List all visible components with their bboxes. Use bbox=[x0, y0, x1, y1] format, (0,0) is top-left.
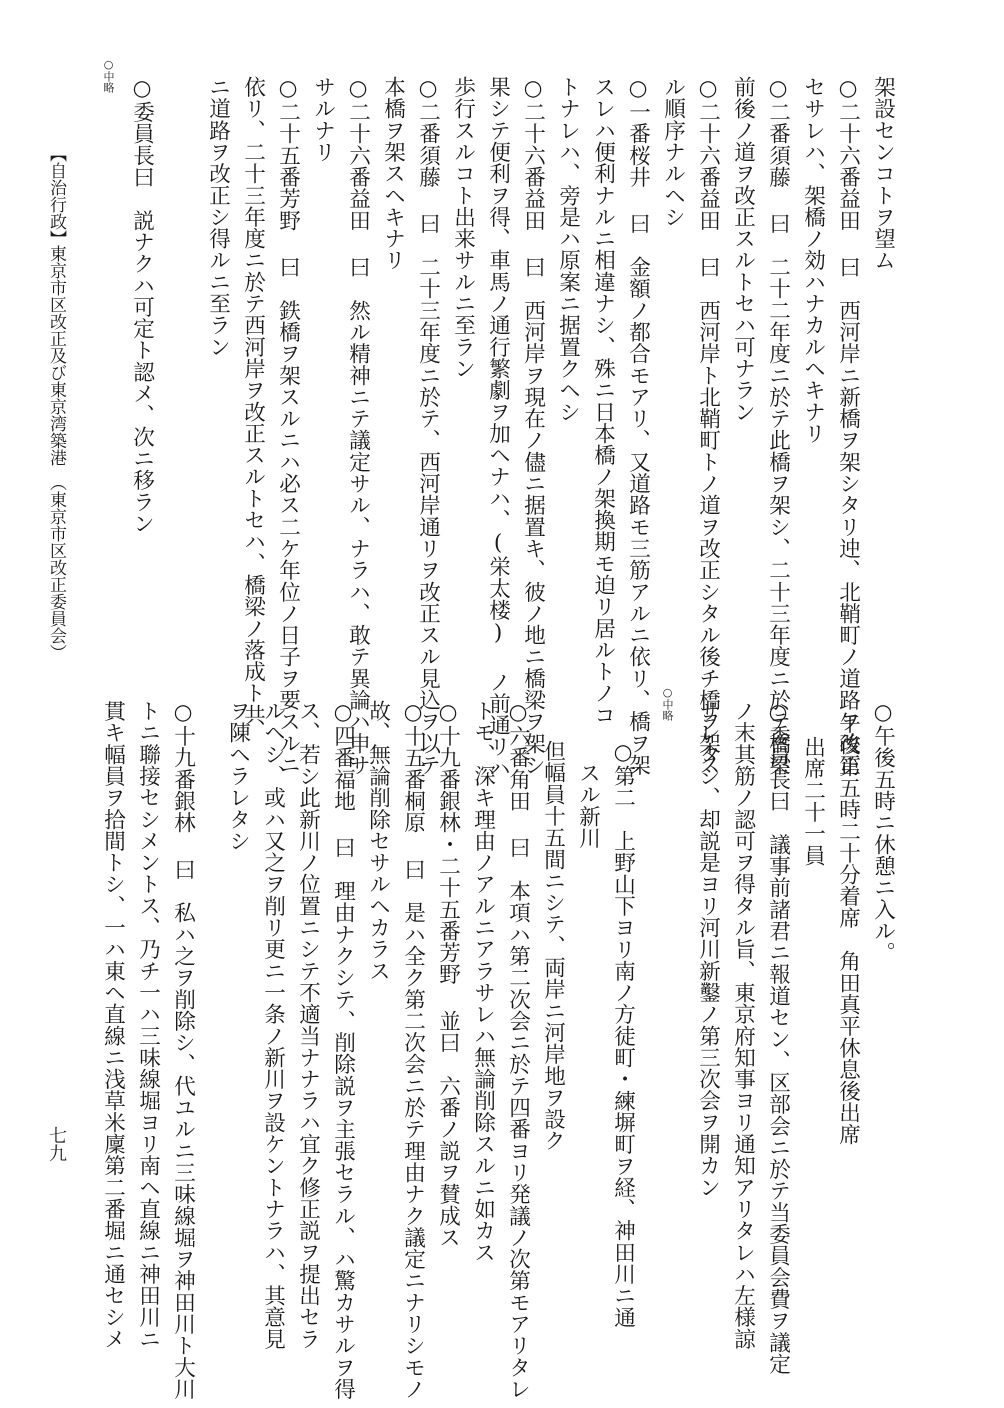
lower2-column-6: ○十九番銀林・二十五番芳野 並曰 六番ノ説ヲ賛成ス bbox=[435, 700, 461, 1249]
upper-column-21: ○委員長曰 説ナクハ可定ト認メ、次ニ移ラン bbox=[129, 76, 155, 535]
upper-column-3: セサレハ、架橋ノ効ハナカルヘキナリ bbox=[800, 76, 826, 445]
lower-column-5: ノ末其筋ノ認可ヲ得タル旨、東京府知事ヨリ通知アリタレハ左様諒 bbox=[730, 700, 756, 1350]
footer-magazine-name: 【自治行政】 bbox=[46, 145, 66, 247]
upper-column-16: ○二十六番益田 曰 然ル精神ニテ議定サル、ナラハ、敢テ異論ハ申サ bbox=[345, 76, 371, 776]
upper-column-8: ○一番桜井 曰 金額ノ都合モアリ、又道路モ三筋アルニ依リ、橋ヲ架 bbox=[625, 76, 651, 776]
upper-column-19: 依リ、二十三年度ニ於テ西河岸ヲ改正スルトセハ、橋梁ノ落成ト共 bbox=[240, 76, 266, 726]
upper-column-13: 歩行スルコト出来サルニ至ラン bbox=[450, 76, 476, 380]
lower2-column-4: ○六番角田 曰 本項ハ第二次会ニ於テ四番ヨリ発議ノ次第モアリタレ bbox=[505, 700, 531, 1400]
lower2-column-1: ○第二 上野山下ヨリ南ノ方徒町・練塀町ヲ経、神田川ニ通 bbox=[610, 740, 636, 1328]
lower2-column-12: ヲ陳ヘラレタシ bbox=[225, 700, 251, 852]
lower2-column-13: ○十九番銀林 曰 私ハ之ヲ削除シ、代ユルニ三味線堀ヲ神田川ト大川 bbox=[170, 700, 196, 1400]
lower2-column-15: 貫キ幅員ヲ拾間トシ、一ハ東ヘ直線ニ浅草米廩第二番堀ニ通セシメ bbox=[100, 700, 126, 1350]
upper-column-17: サルナリ bbox=[310, 76, 336, 163]
upper-column-1: 架設センコトヲ望ム bbox=[870, 76, 896, 271]
upper-column-9: スレハ便利ナルニ相違ナシ、殊ニ日本橋ノ架換期モ迫リ居ルトノコ bbox=[590, 76, 616, 726]
upper-column-5: 前後ノ道ヲ改正スルトセハ可ナラン bbox=[730, 76, 756, 423]
lower2-column-10: ス、若シ此新川ノ位置ニシテ不適当ナナラハ宜ク修正説ヲ提出セラ bbox=[295, 700, 321, 1350]
upper-column-14: ○二番須藤 曰 二十三年度ニ於テ、西河岸通リヲ改正スル見込ヲ以テ bbox=[415, 76, 441, 776]
upper-column-18: ○二十五番芳野 曰 鉄橋ヲ架スルニハ必ス二ケ年位ノ日子ヲ要スルニ bbox=[275, 76, 301, 776]
lower2-column-11: ルヘシ、或ハ又之ヲ削リ更ニ一条ノ新川ヲ設ケントナラハ、其意見 bbox=[260, 700, 286, 1350]
upper-column-7: ル順序ナルヘシ bbox=[660, 76, 686, 228]
lower2-column-3: 但幅員十五間ニシテ、両岸ニ河岸地ヲ設ク bbox=[540, 740, 566, 1152]
lower2-column-8: 故、無論削除セサルヘカラス bbox=[365, 700, 391, 982]
upper-column-4: ○二番須藤 曰 二十二年度ニ於テ此橋ヲ架シ、二十三年度ニ於テ橋梁 bbox=[765, 76, 791, 776]
lower-column-2: 午後第五時二十分着席 角田真平休息後出席 bbox=[835, 712, 861, 1145]
page-number: 七九 bbox=[46, 1126, 67, 1162]
upper-column-11: ○二十六番益田 曰 西河岸ヲ現在ノ儘ニ据置キ、彼ノ地ニ橋梁ヲ架シ bbox=[520, 76, 546, 776]
upper-column-10: トナレハ、旁是ハ原案ニ据置クヘシ bbox=[555, 76, 581, 423]
lower2-column-7: ○十五番桐原 曰 是ハ全ク第二次会ニ於テ理由ナク議定ニナリシモノ bbox=[400, 700, 426, 1400]
lower-omission-note: ○中略 bbox=[661, 686, 674, 721]
upper-column-12: 果シテ便利ヲ得、車馬ノ通行繁劇ヲ加ヘナハ、(栄太楼) ノ前通リハ bbox=[485, 76, 511, 779]
upper-column-15: 本橋ヲ架スヘキナリ bbox=[380, 76, 406, 271]
lower-column-6: サレタシ、却説是ヨリ河川新鑿ノ第三次会ヲ開カン bbox=[695, 700, 721, 1198]
lower-column-1: ○午後五時ニ休憩ニ入ル。 bbox=[870, 700, 896, 964]
lower-column-4: ○委員長曰 議事前諸君ニ報道セン、区部会ニ於テ当委員会費ヲ議定 bbox=[765, 700, 791, 1375]
upper-column-2: ○二十六番益田 曰 西河岸ニ新橋ヲ架シタリ迚、北鞘町ノ道路ヲ改正 bbox=[835, 76, 861, 776]
footer-article-title: 東京市区改正及び東京湾築港 bbox=[46, 245, 66, 466]
lower2-column-9: ○四番福地 曰 理由ナクシテ、削除説ヲ主張セラル、ハ驚カサルヲ得 bbox=[330, 700, 356, 1400]
upper-omission-note: ○中略 bbox=[102, 58, 115, 93]
lower-column-3: 出席二十一員 bbox=[800, 736, 826, 866]
lower2-column-5: トモ、深キ理由ノアルニアラサレハ無論削除スルニ如カス bbox=[470, 700, 496, 1263]
lower2-column-2: スル新川 bbox=[575, 762, 601, 849]
lower2-column-14: トニ聯接セシメントス、乃チ一ハ三味線堀ヨリ南ヘ直線ニ神田川ニ bbox=[135, 700, 161, 1350]
upper-column-20: ニ道路ヲ改正シ得ルニ至ラン bbox=[205, 76, 231, 358]
upper-column-6: ○二十六番益田 曰 西河岸ト北鞘町トノ道ヲ改正シタル後チ橋ヲ架ス bbox=[695, 76, 721, 776]
footer-source: （東京市区改正委員会） bbox=[46, 474, 66, 661]
